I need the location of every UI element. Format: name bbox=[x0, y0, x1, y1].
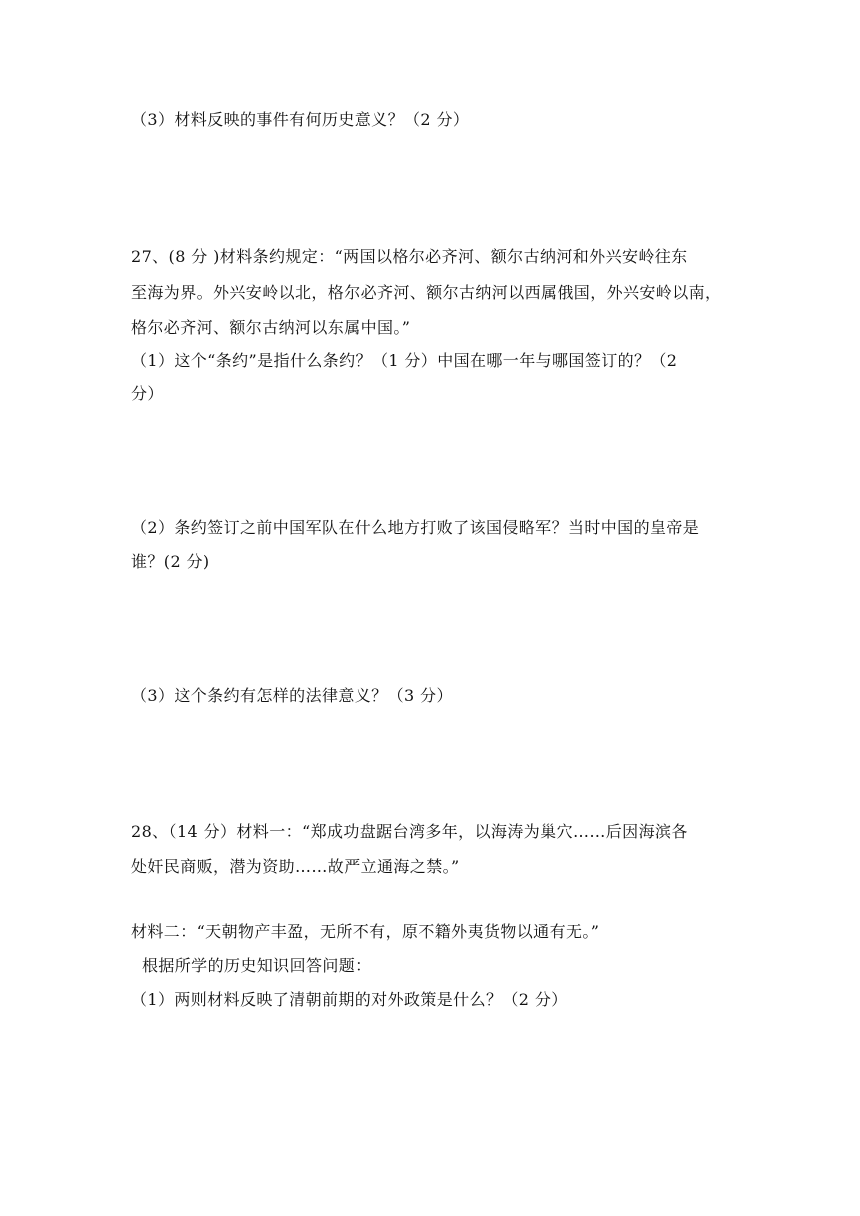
q28-instruction: 根据所学的历史知识回答问题： bbox=[131, 956, 372, 975]
q28-material2: 材料二：“天朝物产丰盈，无所不有，原不籍外夷货物以通有无。” bbox=[131, 922, 600, 941]
q27-stem-line-1: 27、(8 分 )材料条约规定：“两国以格尔必齐河、额尔古纳河和外兴安岭往东 bbox=[131, 247, 688, 266]
q28-material1-line-1: 28、（14 分）材料一：“郑成功盘踞台湾多年，以海涛为巢穴……后因海滨各 bbox=[131, 822, 688, 841]
q27-stem-line-2: 至海为界。外兴安岭以北，格尔必齐河、额尔古纳河以西属俄国，外兴安岭以南， bbox=[131, 283, 722, 302]
q27-part1-line-2: 分） bbox=[131, 384, 164, 403]
q28-part1-question: （1）两则材料反映了清朝前期的对外政策是什么？（2 分） bbox=[131, 990, 568, 1009]
q27-part3-question: （3）这个条约有怎样的法律意义？（3 分） bbox=[131, 686, 453, 705]
q26-part3-question: （3）材料反映的事件有何历史意义？（2 分） bbox=[131, 110, 470, 129]
q27-stem-line-3: 格尔必齐河、额尔古纳河以东属中国。” bbox=[131, 318, 411, 337]
q27-part1-line-1: （1）这个“条约”是指什么条约？（1 分）中国在哪一年与哪国签订的？（2 bbox=[131, 351, 678, 370]
q28-material1-line-2: 处奸民商贩，潜为资助……故严立通海之禁。” bbox=[131, 857, 460, 876]
q27-part2-line-2: 谁？(2 分) bbox=[131, 552, 210, 571]
q27-part2-line-1: （2）条约签订之前中国军队在什么地方打败了该国侵略军？当时中国的皇帝是 bbox=[131, 518, 700, 537]
